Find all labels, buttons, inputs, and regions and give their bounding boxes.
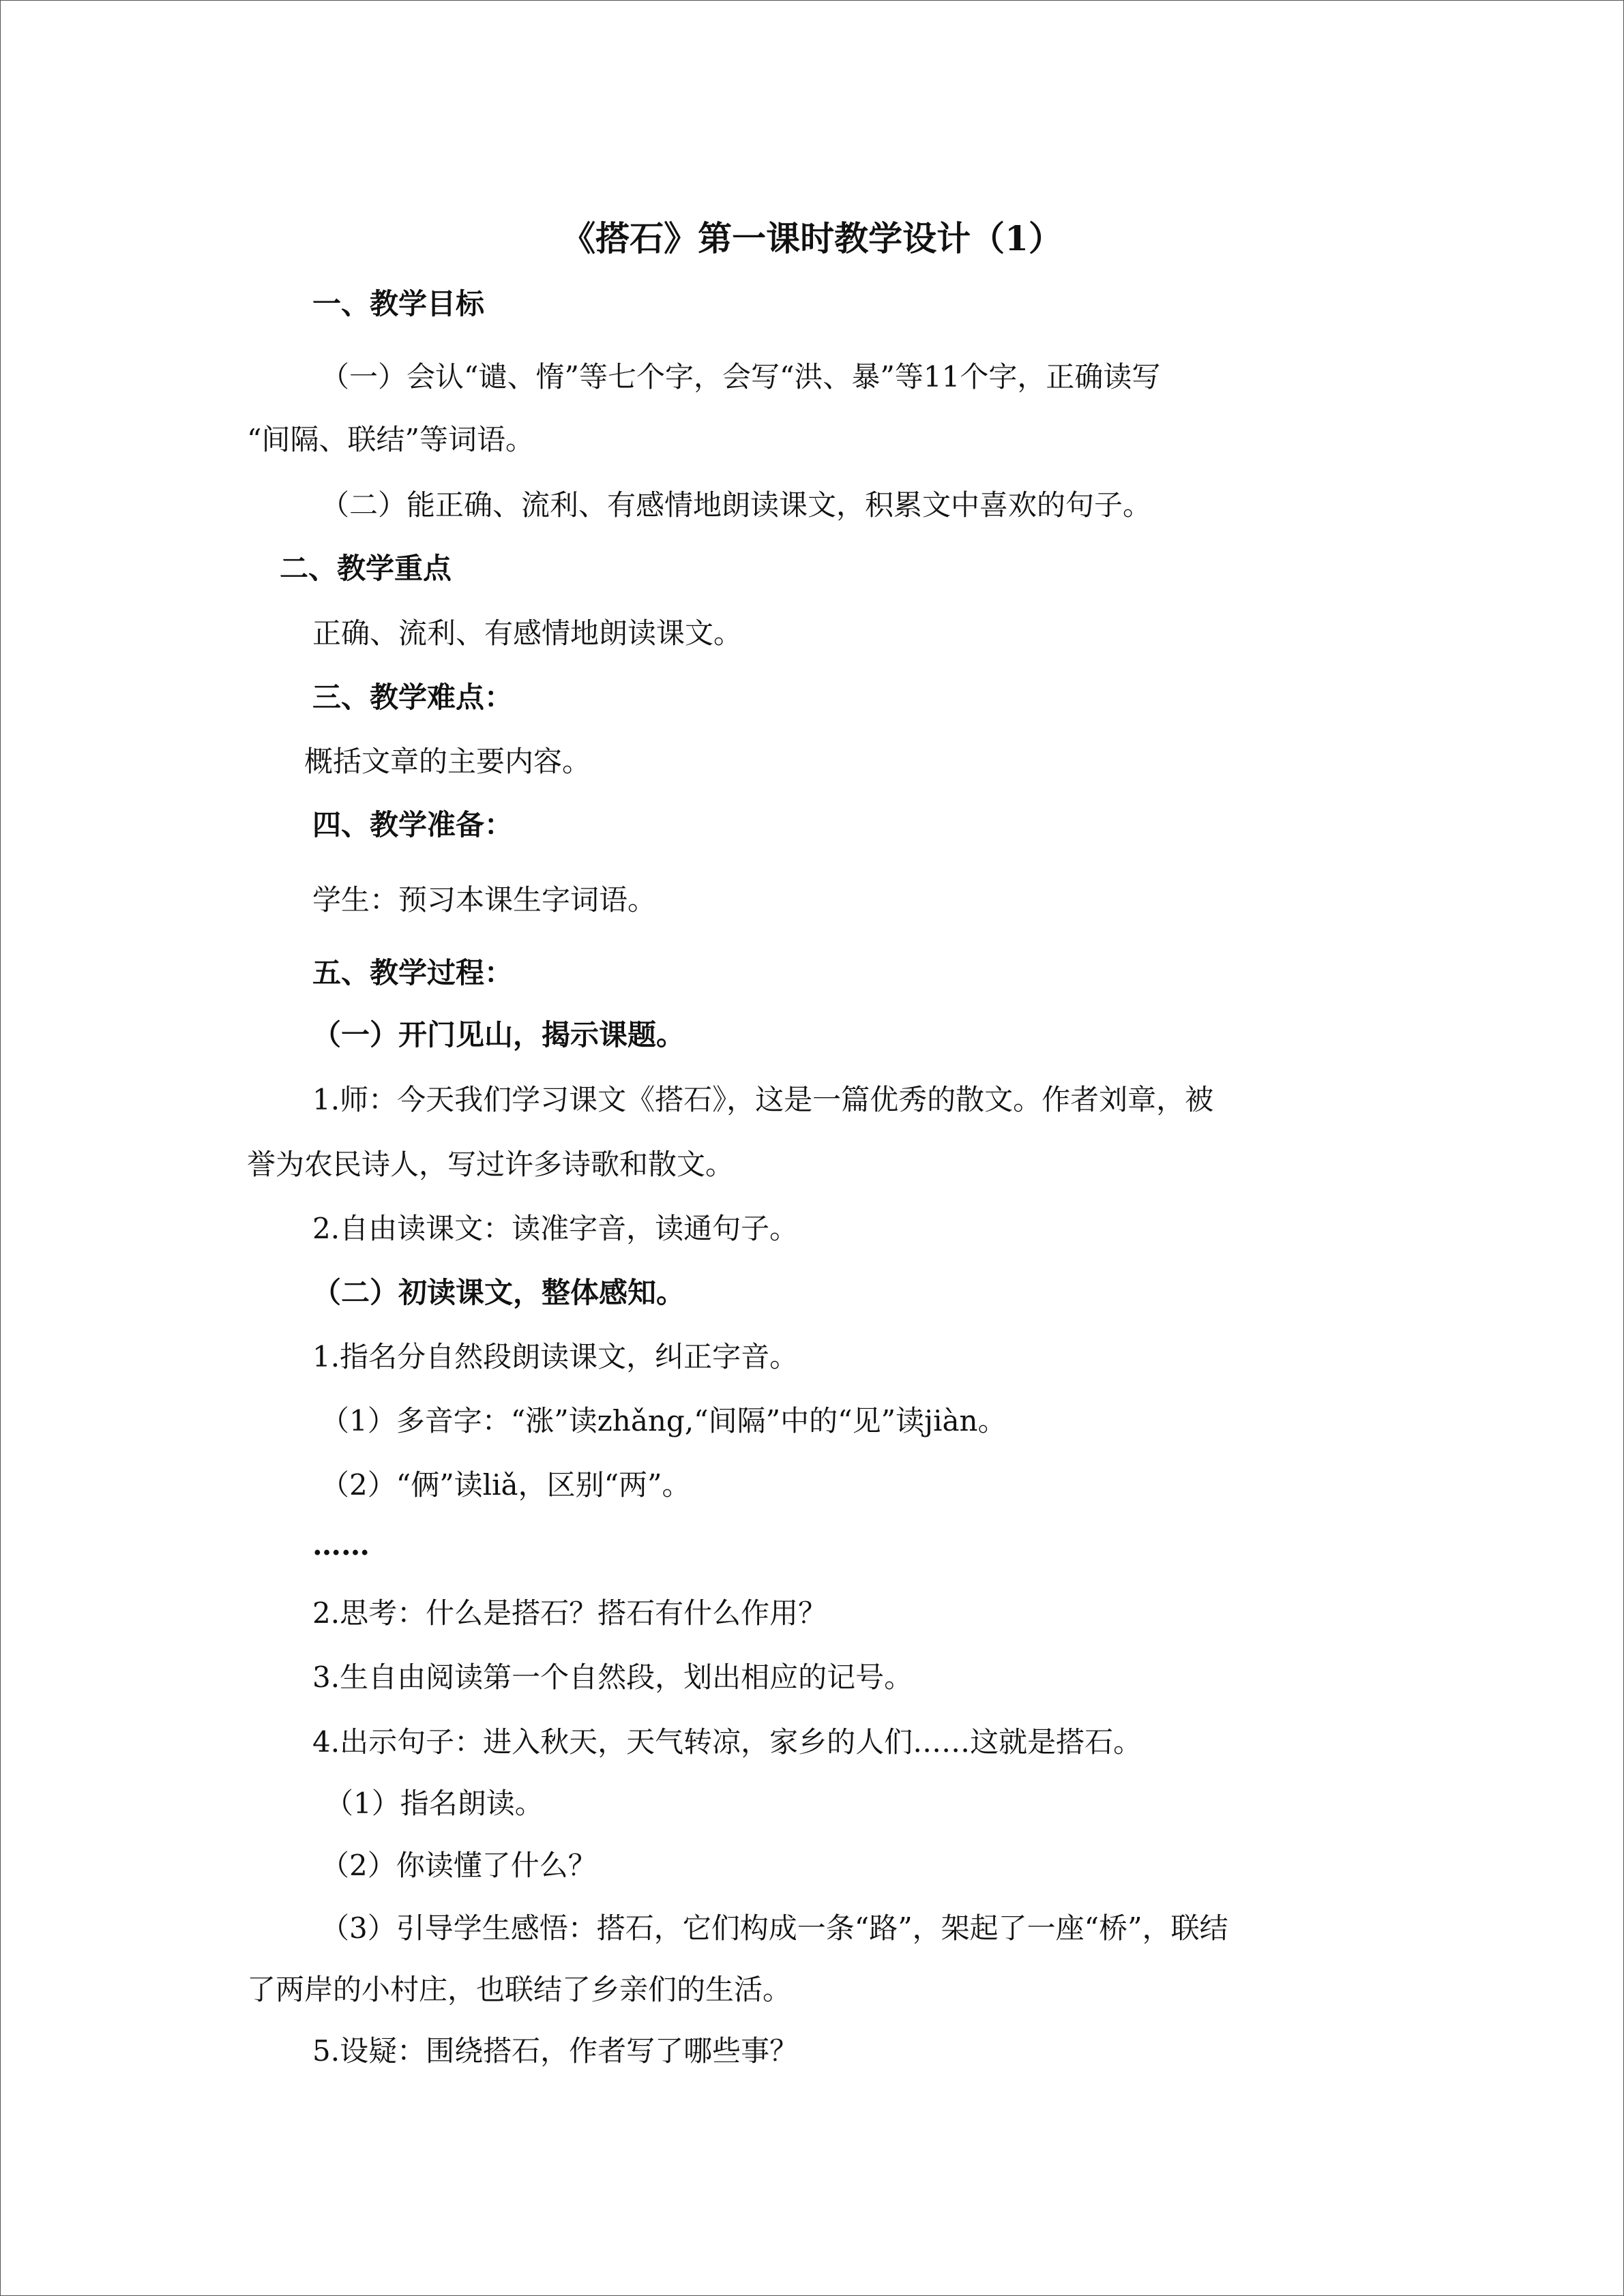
paragraph-line: （2）你读懂了什么？: [321, 1849, 597, 1882]
section-heading-key-points: 二、教学重点: [280, 552, 452, 585]
paragraph-line: 2.自由读课文：读准字音，读通句子。: [312, 1212, 799, 1245]
paragraph-line: 学生：预习本课生字词语。: [312, 883, 657, 916]
paragraph-line: 概括文章的主要内容。: [304, 745, 591, 778]
section-heading-preparation: 四、教学准备：: [312, 808, 514, 841]
paragraph-line: （1）指名朗读。: [325, 1787, 544, 1820]
paragraph-line: 4.出示句子：进入秋天，天气转凉，家乡的人们……这就是搭石。: [312, 1725, 1142, 1759]
paragraph-line: （一）会认“谴、惰”等七个字，会写“洪、暴”等11个字，正确读写: [321, 360, 1161, 393]
paragraph-line: （二）能正确、流利、有感情地朗读课文，积累文中喜欢的句子。: [321, 488, 1152, 522]
paragraph-line: 誉为农民诗人，写过许多诗歌和散文。: [247, 1148, 735, 1181]
paragraph-line: 正确、流利、有感情地朗读课文。: [312, 616, 743, 650]
subsection-heading: （二）初读课文，整体感知。: [312, 1276, 685, 1309]
paragraph-line: 3.生自由阅读第一个自然段，划出相应的记号。: [312, 1660, 913, 1694]
section-heading-difficulties: 三、教学难点：: [312, 681, 514, 714]
paragraph-line: （1）多音字：“涨”读zhǎng,“间隔”中的“见”读jiàn。: [321, 1404, 1007, 1437]
paragraph-line: 2.思考：什么是搭石？搭石有什么作用？: [312, 1596, 827, 1630]
subsection-heading: （一）开门见山，揭示课题。: [312, 1018, 685, 1052]
paragraph-line: 5.设疑：围绕搭石，作者写了哪些事？: [312, 2034, 799, 2068]
paragraph-line: 了两岸的小村庄，也联结了乡亲们的生活。: [247, 1973, 792, 2006]
paragraph-line: （2）“俩”读liǎ，区别“两”。: [321, 1468, 691, 1502]
section-heading-objectives: 一、教学目标: [312, 287, 485, 320]
paragraph-line: “间隔、联结”等词语。: [247, 423, 534, 456]
paragraph-line: 1.师：今天我们学习课文《搭石》，这是一篇优秀的散文。作者刘章，被: [312, 1083, 1214, 1116]
section-heading-process: 五、教学过程：: [312, 956, 514, 989]
paragraph-line: （3）引导学生感悟：搭石，它们构成一条“路”，架起了一座“桥”，联结: [321, 1911, 1228, 1945]
ellipsis: ……: [312, 1528, 370, 1562]
paragraph-line: 1.指名分自然段朗读课文，纠正字音。: [312, 1340, 799, 1373]
document-title: 《搭石》第一课时教学设计（1）: [561, 218, 1063, 258]
